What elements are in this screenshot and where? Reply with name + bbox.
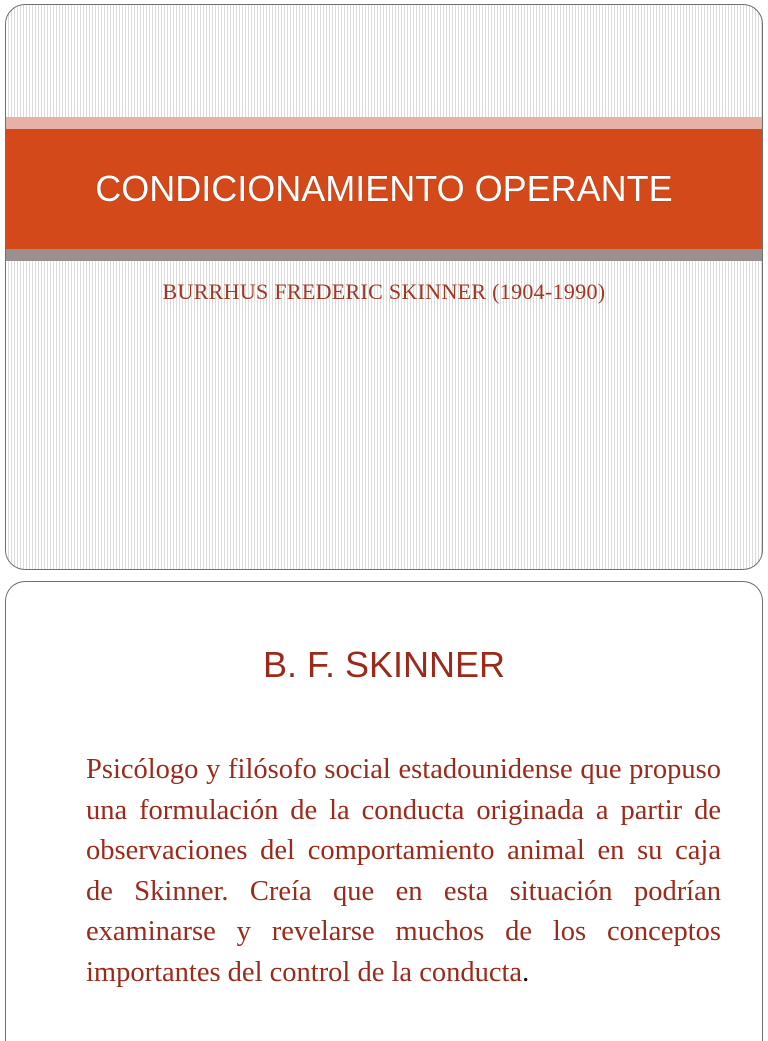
content-paragraph: [86, 750, 721, 993]
title-band-bottom-stripe: [6, 249, 762, 261]
title-band-top-stripe: [6, 117, 762, 129]
paragraph-period: .: [522, 956, 530, 988]
content-slide: [5, 581, 763, 1041]
content-heading: B. F. SKINNER: [262, 644, 506, 685]
title-slide: [5, 4, 763, 570]
slide-title: CONDICIONAMIENTO OPERANTE: [95, 168, 673, 209]
paragraph-text: Psicólogo y filósofo social estadounidense que propuso una formulación de la conducta originada a partir de observaciones del comportamiento animal en su caja de Skinner. Creía que en esta situación podrían examinarse y revelarse muchos de los conceptos importantes del control de la conducta: [86, 754, 721, 988]
slide-subtitle: BURRHUS FREDERIC SKINNER (1904-1990): [162, 279, 606, 304]
